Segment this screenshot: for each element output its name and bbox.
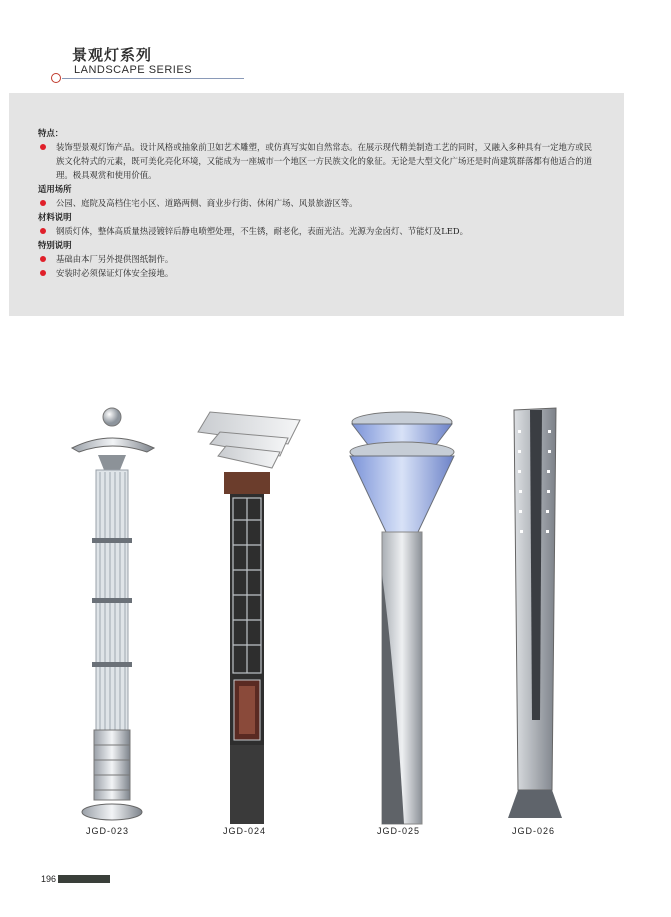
special-item-2: 安装时必须保证灯体安全接地。	[38, 266, 598, 280]
info-content	[38, 126, 598, 280]
page-number: 196	[41, 874, 57, 884]
header-divider	[62, 78, 244, 79]
features-text: 装饰型景观灯饰产品。设计风格或抽象前卫如艺术雕塑，或仿真写实如自然常态。在展示现代精美制造工艺的同时，又融入多种具有一定地方或民族文化特式的元素，既可美化亮化环境，又能成为一座城市一个地区一方民族文化的象征。无论是大型文化广场还是时尚建筑群落都有他适合的道理。极具观赏和使用价值。	[38, 140, 598, 182]
material-text: 钢质灯体，整体高质量热浸镀锌后静电喷塑处理，不生锈，耐老化，表面光洁。光源为金卤灯、节能灯及LED。	[38, 224, 598, 238]
venues-heading: 适用场所	[38, 184, 72, 194]
lamp-image-jgd-025	[342, 400, 462, 825]
venues-text: 公园、庭院及高档住宅小区、道路两侧、商业步行街、休闲广场、风景旅游区等。	[38, 196, 598, 210]
lamp-image-jgd-026	[500, 400, 570, 825]
header-circle-icon	[51, 73, 61, 83]
page-title: 景观灯系列	[72, 46, 153, 64]
features-heading: 特点：	[38, 128, 64, 138]
lamp-image-jgd-024	[190, 400, 305, 825]
product-gallery	[0, 400, 671, 840]
special-item-1: 基础由本厂另外提供图纸制作。	[38, 252, 598, 266]
page-subtitle: LANDSCAPE SERIES	[74, 64, 193, 76]
product-code-jgd-025: JGD-025	[377, 826, 421, 836]
product-code-jgd-024: JGD-024	[223, 826, 267, 836]
page-bar	[58, 875, 110, 883]
material-heading: 材料说明	[38, 212, 72, 222]
product-code-jgd-023: JGD-023	[86, 826, 130, 836]
special-heading: 特别说明	[38, 240, 72, 250]
lamp-image-jgd-023	[62, 400, 162, 825]
product-code-jgd-026: JGD-026	[512, 826, 556, 836]
